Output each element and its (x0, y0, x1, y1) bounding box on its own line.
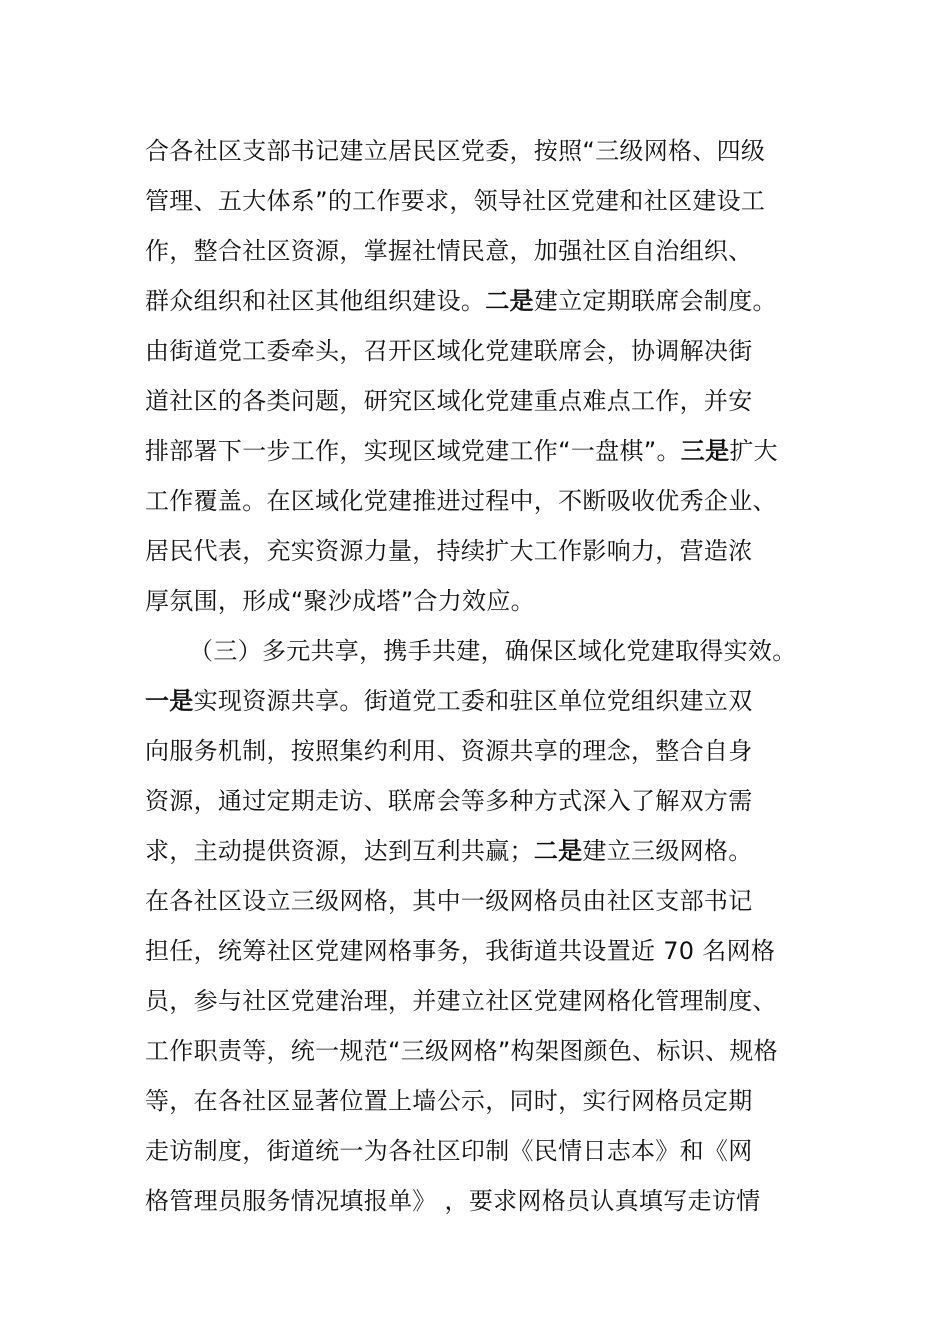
text-line (145, 226, 825, 276)
text-line (145, 726, 825, 776)
text-run: 在各社区设立三级网格，其中一级网格员由社区支部书记 (145, 887, 753, 915)
text-line (145, 576, 825, 626)
text-run: 扩大 (729, 437, 778, 465)
text-run: 合各社区支部书记建立居民区党委，按照“三级网格、四级 (145, 137, 766, 165)
text-line (145, 176, 825, 226)
text-run: 担任，统筹社区党建网格事务，我街道共设置近 70 名网格 (145, 937, 776, 965)
text-run: 道社区的各类问题，研究区域化党建重点难点工作，并安 (145, 387, 753, 415)
text-run: 向服务机制，按照集约利用、资源共享的理念，整合自身 (145, 737, 753, 765)
text-run: 工作覆盖。在区域化党建推进过程中，不断吸收优秀企业、 (145, 487, 777, 515)
text-line (145, 426, 825, 476)
text-line (145, 376, 825, 426)
text-run: 排部署下一步工作，实现区域党建工作“一盘棋”。 (145, 437, 681, 465)
text-line (145, 126, 825, 176)
text-run: 等，在各社区显著位置上墙公示，同时，实行网格员定期 (145, 1087, 753, 1115)
text-run: 求，主动提供资源，达到互利共赢； (145, 837, 534, 865)
text-run: 群众组织和社区其他组织建设。 (145, 287, 486, 315)
text-line (145, 476, 825, 526)
bold-keyword: 二是 (485, 287, 534, 315)
text-run: 建立定期联席会制度。 (533, 287, 777, 315)
text-run: 厚氛围，形成“聚沙成塔”合力效应。 (145, 587, 535, 615)
text-run: 员，参与社区党建治理，并建立社区党建网格化管理制度、 (145, 987, 777, 1015)
section-heading-line (145, 626, 825, 676)
text-line (145, 326, 825, 376)
document-body (145, 126, 825, 1226)
text-run: 由街道党工委牵头，召开区域化党建联席会，协调解决街 (145, 337, 753, 365)
text-run: 作，整合社区资源，掌握社情民意，加强社区自治组织、 (145, 237, 753, 265)
text-line (145, 776, 825, 826)
text-line (145, 926, 825, 976)
bold-keyword: 二是 (533, 837, 583, 865)
text-run: 工作职责等，统一规范“三级网格”构架图颜色、标识、规格 (145, 1037, 778, 1065)
text-line (145, 1076, 825, 1126)
text-line (145, 976, 825, 1026)
text-line (145, 526, 825, 576)
text-line (145, 276, 825, 326)
bold-keyword: 三是 (680, 437, 730, 465)
text-line (145, 1176, 825, 1226)
section-heading: （三）多元共享，携手共建，确保区域化党建取得实效。 (189, 637, 797, 665)
text-line (145, 826, 825, 876)
text-line (145, 876, 825, 926)
text-run: 资源，通过定期走访、联席会等多种方式深入了解双方需 (145, 787, 753, 815)
text-run: 实现资源共享。街道党工委和驻区单位党组织建立双 (193, 687, 753, 715)
bold-keyword: 一是 (145, 687, 194, 715)
text-run: 居民代表，充实资源力量，持续扩大工作影响力，营造浓 (145, 537, 753, 565)
text-line (145, 676, 825, 726)
text-run: 格管理员服务情况填报单》 ，要求网格员认真填写走访情 (145, 1187, 761, 1215)
text-run: 建立三级网格。 (582, 837, 753, 865)
text-line (145, 1026, 825, 1076)
text-run: 管理、五大体系”的工作要求，领导社区党建和社区建设工 (145, 187, 766, 215)
text-line (145, 1126, 825, 1176)
text-run: 走访制度，街道统一为各社区印制《民情日志本》和《网 (145, 1137, 753, 1165)
